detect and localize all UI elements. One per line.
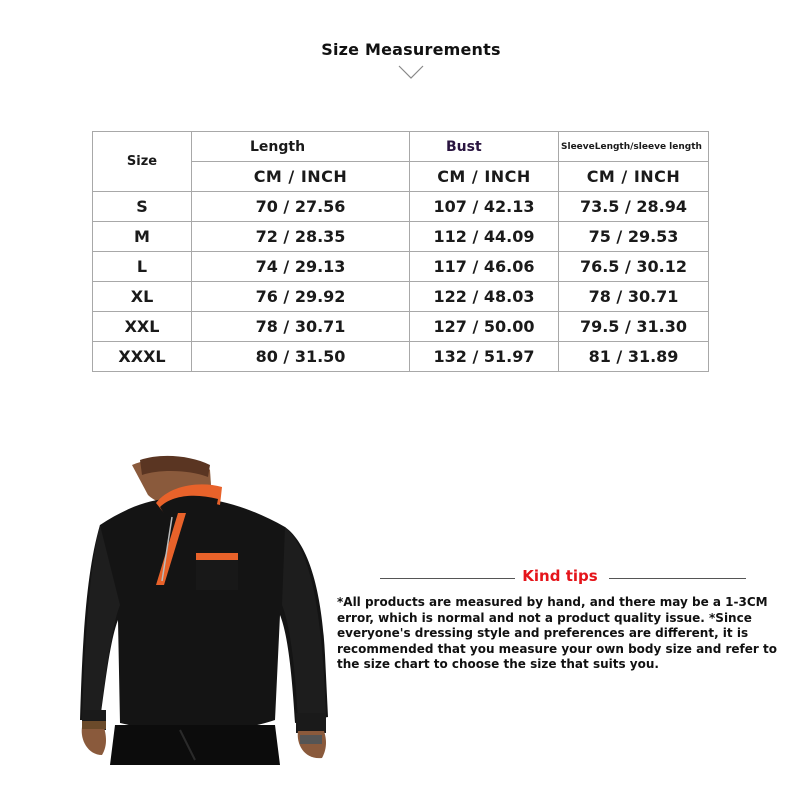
sleeve-cell: 76.5 / 30.12 — [559, 252, 709, 282]
table-row — [93, 342, 709, 372]
sleeve-cell: 81 / 31.89 — [559, 342, 709, 372]
product-photo — [60, 455, 350, 765]
tips-title: Kind tips — [522, 567, 598, 585]
page-title: Size Measurements — [321, 40, 501, 59]
size-cell: L — [93, 252, 192, 282]
length-cell: 74 / 29.13 — [192, 252, 410, 282]
size-cell: M — [93, 222, 192, 252]
size-header: Size — [93, 132, 192, 192]
bust-cell: 117 / 46.06 — [410, 252, 559, 282]
table-row — [93, 222, 709, 252]
size-cell: XXL — [93, 312, 192, 342]
size-cell: XL — [93, 282, 192, 312]
sleeve-length-header: SleeveLength/sleeve length — [559, 132, 709, 162]
size-cell: S — [93, 192, 192, 222]
sleeve-cell: 73.5 / 28.94 — [559, 192, 709, 222]
table-row — [93, 192, 709, 222]
length-unit: CM / INCH — [192, 162, 410, 192]
bust-cell: 122 / 48.03 — [410, 282, 559, 312]
length-header: Length — [192, 132, 410, 162]
sleeve-cell: 75 / 29.53 — [559, 222, 709, 252]
table-header-row — [93, 132, 709, 162]
bust-cell: 127 / 50.00 — [410, 312, 559, 342]
bust-cell: 107 / 42.13 — [410, 192, 559, 222]
sleeve-cell: 78 / 30.71 — [559, 282, 709, 312]
length-cell: 78 / 30.71 — [192, 312, 410, 342]
sleeve-unit: CM / INCH — [559, 162, 709, 192]
tips-text: *All products are measured by hand, and there may be a 1-3CM error, which is normal and not a product quality issue. *Since everyone's dressing style and preferences are different, it is recommended that you measure your own body size and refer to the size chart to choose the size that suits you. — [337, 595, 777, 671]
divider-right — [609, 578, 746, 579]
table-row — [93, 252, 709, 282]
divider-left — [380, 578, 515, 579]
size-chart-table — [92, 131, 709, 372]
table-row — [93, 282, 709, 312]
bust-cell: 112 / 44.09 — [410, 222, 559, 252]
bust-header: Bust — [410, 132, 559, 162]
length-cell: 76 / 29.92 — [192, 282, 410, 312]
size-cell: XXXL — [93, 342, 192, 372]
length-cell: 72 / 28.35 — [192, 222, 410, 252]
sleeve-cell: 79.5 / 31.30 — [559, 312, 709, 342]
bust-cell: 132 / 51.97 — [410, 342, 559, 372]
chevron-down-icon — [398, 64, 424, 80]
bust-unit: CM / INCH — [410, 162, 559, 192]
length-cell: 80 / 31.50 — [192, 342, 410, 372]
table-row — [93, 312, 709, 342]
length-cell: 70 / 27.56 — [192, 192, 410, 222]
